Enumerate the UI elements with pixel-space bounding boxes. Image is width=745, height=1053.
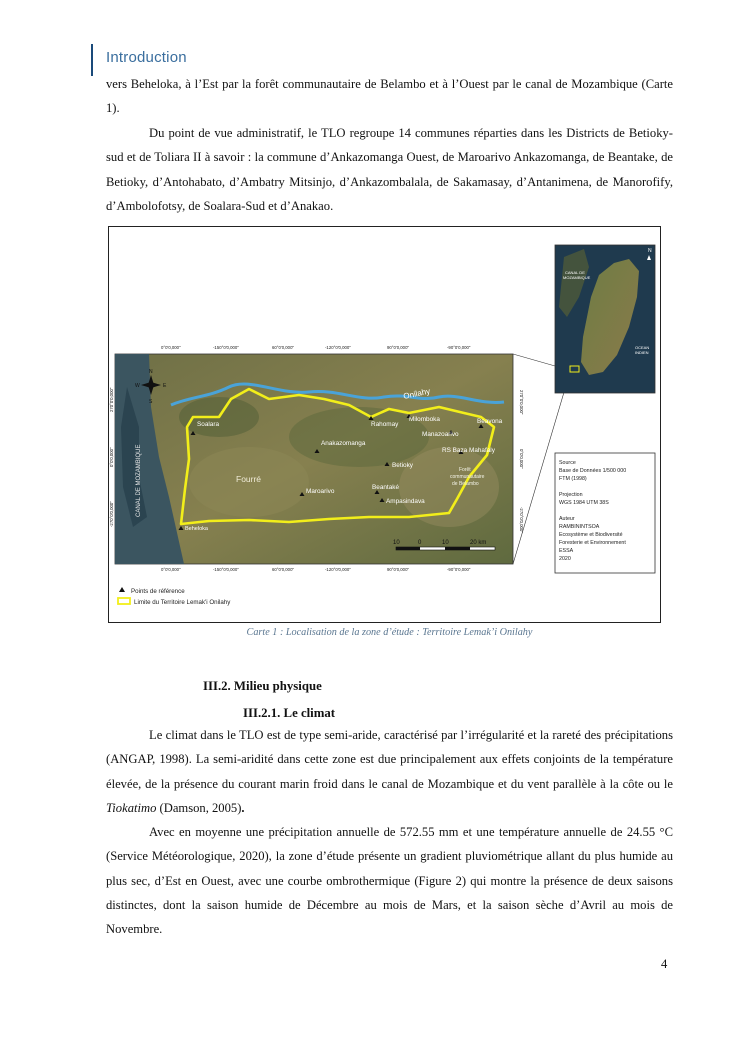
paragraph-climate: Le climat dans le TLO est de type semi-aride, caractérisé par l’irrégularité et la rareté des précipitations (ANGAP, 1998). La semi-aridité dans cette zone est due principalement aux effets conjoints de la température élevée, de la présence du courant marin froid dans le canal de Mozambique et du vent parallèle à la côte ou le Tiokatimo (Damson, 2005).: [106, 728, 673, 815]
tick-left-2: 0°0'0,000": [109, 447, 114, 467]
heading-le-climat: III.2.1. Le climat: [243, 706, 336, 720]
tick-bottom-2: -150°0'0,000": [213, 567, 239, 572]
place-label: Soalara: [197, 421, 220, 428]
place-label: Beantaké: [372, 484, 400, 491]
figure-caption: Carte 1 : Localisation de la zone d’étude : Territoire Lemak’i Onilahy: [246, 627, 533, 638]
map-ticks-top: [161, 345, 471, 350]
tick-top-2: -150°0'0,000": [213, 345, 239, 350]
italic-term: Tiokatimo: [106, 800, 157, 815]
page-number: 4: [661, 957, 668, 971]
place-label: RS Baza Mahafaly: [442, 447, 495, 454]
svg-text:Auteur: Auteur: [559, 516, 575, 522]
map-ticks-right: [519, 390, 524, 533]
tick-bottom-1: 0°0'0,000": [161, 567, 181, 572]
tick-top-5: 90°0'0,000": [387, 345, 409, 350]
legend-points-label: Points de référence: [131, 588, 185, 595]
tick-left-3: -270°0'0,000": [109, 501, 114, 527]
svg-text:RAMBININTSOA: RAMBININTSOA: [559, 524, 600, 530]
section-header-title: Introduction: [106, 49, 187, 66]
place-label: Rahomay: [371, 421, 399, 428]
header-accent-bar: [91, 44, 93, 76]
svg-text:2020: 2020: [559, 556, 571, 562]
tick-top-3: 60°0'0,000": [272, 345, 294, 350]
svg-text:N: N: [149, 369, 153, 375]
tick-bottom-4: -120°0'0,000": [325, 567, 351, 572]
place-label: Betioky: [392, 462, 413, 469]
river-label: Onilahy: [402, 386, 431, 401]
svg-text:Base de Données 1/500 000: Base de Données 1/500 000: [559, 468, 627, 474]
svg-text:0: 0: [418, 540, 422, 546]
svg-text:E: E: [163, 383, 167, 389]
svg-text:20 km: 20 km: [470, 540, 487, 546]
tick-bottom-3: 60°0'0,000": [272, 567, 294, 572]
svg-text:Foresterie et Environnement: Foresterie et Environnement: [559, 540, 626, 546]
svg-text:CANAL DE: CANAL DE: [565, 270, 585, 275]
paragraph-boundaries: vers Beheloka, à l’Est par la forêt communautaire de Belambo et à l’Ouest par le canal de Mozambique (Carte 1).: [106, 77, 673, 116]
place-label: Ampasindava: [386, 498, 425, 505]
svg-text:W: W: [135, 383, 140, 389]
heading-milieu-physique: III.2. Milieu physique: [203, 679, 322, 693]
inset-map-madagascar: [555, 245, 655, 393]
svg-text:10: 10: [393, 540, 400, 546]
place-label: Manazoarivo: [422, 431, 459, 438]
place-label: Maroarivo: [306, 488, 335, 495]
sea-label: CANAL DE MOZAMBIQUE: [136, 444, 142, 517]
map-legend: [118, 587, 231, 606]
place-label: Beheloka: [185, 526, 208, 532]
point-legend-icon: [119, 587, 125, 592]
inset-north-label: N: [648, 248, 652, 254]
map-ticks-bottom: [161, 567, 471, 572]
map-svg: [109, 227, 660, 622]
place-label: Beavona: [477, 418, 503, 425]
svg-text:WGS 1984 UTM 38S: WGS 1984 UTM 38S: [559, 500, 609, 506]
svg-text:Ecosystème et Biodiversité: Ecosystème et Biodiversité: [559, 532, 623, 538]
tick-right-3: -270°0'0,000": [519, 507, 524, 533]
svg-text:MOZAMBIQUE: MOZAMBIQUE: [563, 275, 591, 280]
svg-text:Forêt: Forêt: [459, 467, 471, 473]
tick-top-6: -90°0'0,000": [447, 345, 471, 350]
place-label: Milomboka: [409, 416, 440, 423]
place-label: Anakazomanga: [321, 440, 366, 447]
svg-text:communautaire: communautaire: [450, 474, 485, 480]
map-figure: [108, 226, 661, 623]
tick-top-1: 0°0'0,000": [161, 345, 181, 350]
boundary-legend-icon: [118, 598, 130, 604]
tick-bottom-6: -90°0'0,000": [447, 567, 471, 572]
svg-text:Projection: Projection: [559, 492, 583, 498]
svg-text:S: S: [149, 399, 153, 405]
tick-bottom-5: 90°0'0,000": [387, 567, 409, 572]
legend-limit-label: Limite du Territoire Lemak'i Onilahy: [134, 599, 231, 606]
tick-right-2: 0°0'0,000": [519, 449, 524, 469]
tick-left-1: 270°0'0,000": [109, 387, 114, 412]
svg-text:Source: Source: [559, 460, 576, 466]
source-box: [555, 453, 655, 573]
svg-text:INDIEN: INDIEN: [635, 350, 649, 355]
svg-text:de Belambo: de Belambo: [452, 481, 479, 487]
map-ticks-left: [109, 387, 114, 527]
tick-right-1: 270°0'0,000": [519, 390, 524, 415]
svg-text:10: 10: [442, 540, 449, 546]
region-label: Fourré: [236, 474, 262, 484]
paragraph-rainfall: Avec en moyenne une précipitation annuelle de 572.55 mm et une température annuelle de 24.55 °C (Service Météorologique, 2020), la zone d’étude présente un gradient pluviométrique allant du plus humide au plus sec, d’Est en Ouest, avec une courbe ombrothermique (Figure 2) qui montre la présence de deux saisons distinctes, dont la saison humide de Décembre au mois de Mars, et la saison sèche d’Avril au mois de Novembre.: [106, 825, 673, 937]
svg-text:FTM (1998): FTM (1998): [559, 476, 587, 482]
paragraph-administrative: Du point de vue administratif, le TLO regroupe 14 communes réparties dans les Districts de Betioky-sud et de Toliara II à savoir : la commune d’Ankazomanga Ouest, de Maroarivo Ankazomanga, de Beantake, de Betioky, d’Antohabato, d’Ambatry Mitsinjo, d’Ankazombalala, de Sakamasay, d’Antanimena, de Manorofify, d’Ambolofotsy, de Soalara-Sud et d’Anakao.: [106, 126, 673, 213]
svg-text:OCEAN: OCEAN: [635, 345, 650, 350]
tick-top-4: -120°0'0,000": [325, 345, 351, 350]
svg-text:ESSA: ESSA: [559, 548, 574, 554]
